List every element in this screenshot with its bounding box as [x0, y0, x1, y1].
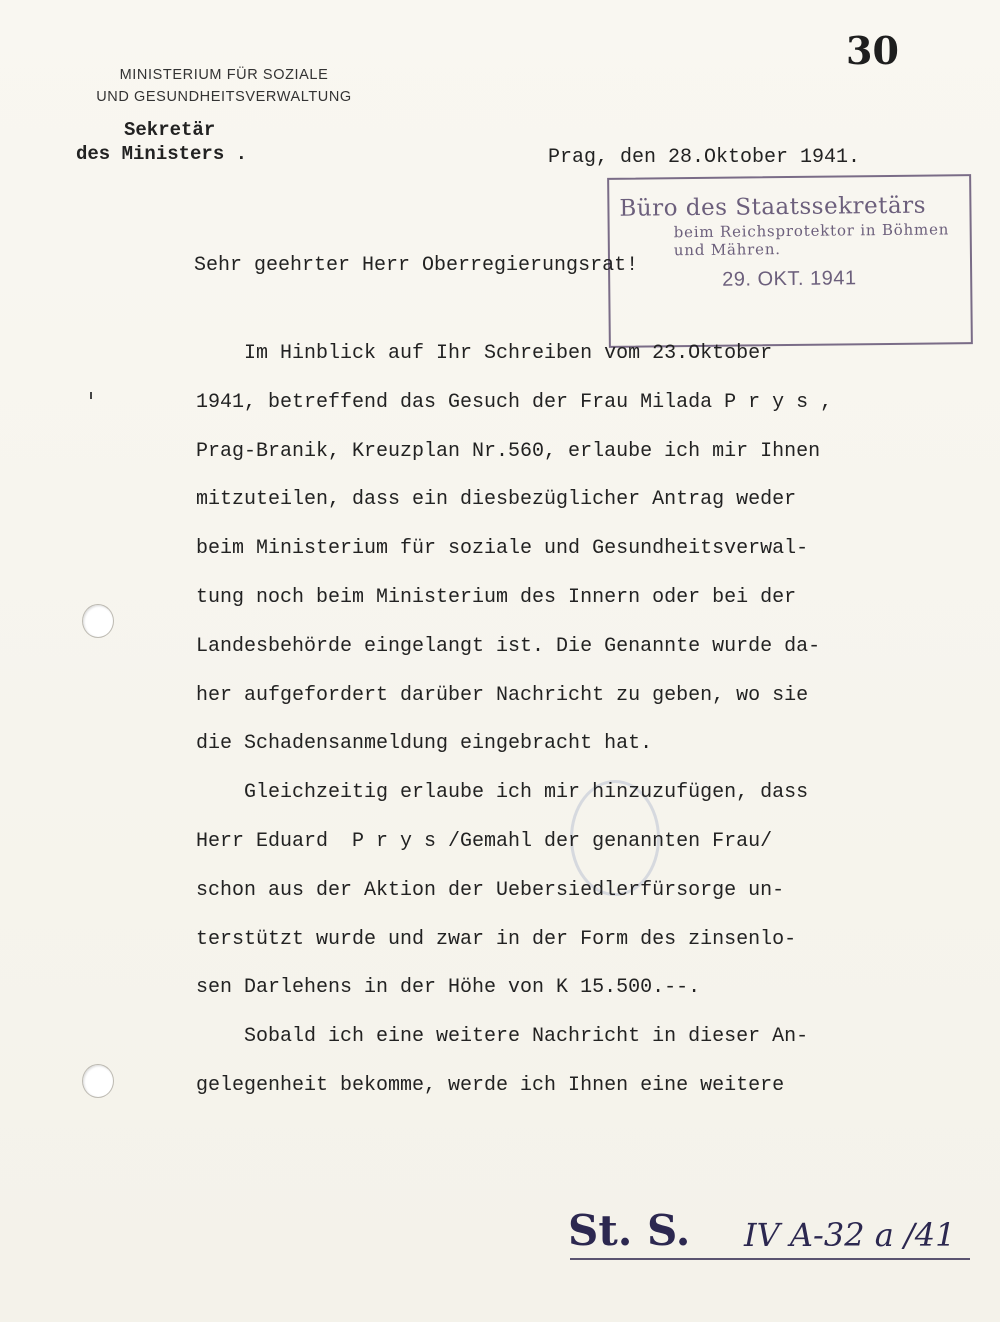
body-line: Sobald ich eine weitere Nachricht in dieser An- — [196, 1025, 809, 1049]
salutation: Sehr geehrter Herr Oberregierungsrat! — [194, 254, 639, 277]
body-line: schon aus der Aktion der Uebersiedlerfürsorge un- — [196, 878, 785, 902]
body-line: Landesbehörde eingelangt ist. Die Genannte wurde da- — [196, 634, 821, 658]
punch-hole-upper — [82, 604, 114, 638]
stamp-date: 29. OKT. 1941 — [722, 267, 857, 291]
letterhead-line: MINISTERIUM FÜR SOZIALE — [119, 67, 329, 83]
body-line: die Schadensanmeldung eingebracht hat. — [196, 732, 653, 756]
reference-number: IV A-32 a /41 — [744, 1216, 956, 1254]
body-line: tung noch beim Ministerium des Innern oder bei der — [196, 585, 797, 609]
reference-underline — [570, 1258, 970, 1260]
sender-block — [76, 118, 247, 166]
stamp-line: beim Reichsprotektor in Böhmen und Mähren. — [673, 220, 950, 260]
body-line: Prag-Branik, Kreuzplan Nr.560, erlaube ich mir Ihnen — [196, 439, 821, 463]
body-line: 1941, betreffend das Gesuch der Frau Milada P r y s , — [196, 390, 833, 414]
sender-line: des Ministers . — [76, 143, 248, 165]
reference-mark — [568, 1200, 988, 1270]
sender-line: Sekretär — [124, 119, 216, 141]
stamp-line: Büro des Staatssekretärs — [619, 192, 927, 222]
reference-prefix: St. S. — [568, 1206, 691, 1255]
body-line: gelegenheit bekomme, werde ich Ihnen eine weitere — [196, 1073, 785, 1097]
body-line: terstützt wurde und zwar in der Form des zinsenlo- — [196, 927, 797, 951]
body-line: beim Ministerium für soziale und Gesundheitsverwal- — [196, 537, 809, 561]
letterhead-line: UND GESUNDHEITSVERWALTUNG — [96, 89, 352, 105]
body-line: sen Darlehens in der Höhe von K 15.500.--. — [196, 976, 701, 1000]
date-line: Prag, den 28.Oktober 1941. — [548, 146, 861, 169]
body-line: Herr Eduard P r y s /Gemahl der genannten Frau/ — [196, 829, 773, 853]
body-line: mitzuteilen, dass ein diesbezüglicher Antrag weder — [196, 488, 797, 512]
punch-hole-lower — [82, 1064, 114, 1098]
page-number: 30 — [846, 28, 899, 73]
body-line: Gleichzeitig erlaube ich mir hinzuzufügen, dass — [196, 781, 809, 805]
body-line: her aufgefordert darüber Nachricht zu geben, wo sie — [196, 683, 809, 707]
letterhead — [74, 64, 374, 108]
letter-body — [196, 330, 976, 1111]
margin-mark — [90, 392, 92, 399]
received-stamp — [607, 174, 973, 348]
body-line: Im Hinblick auf Ihr Schreiben vom 23.Oktober — [196, 342, 773, 365]
